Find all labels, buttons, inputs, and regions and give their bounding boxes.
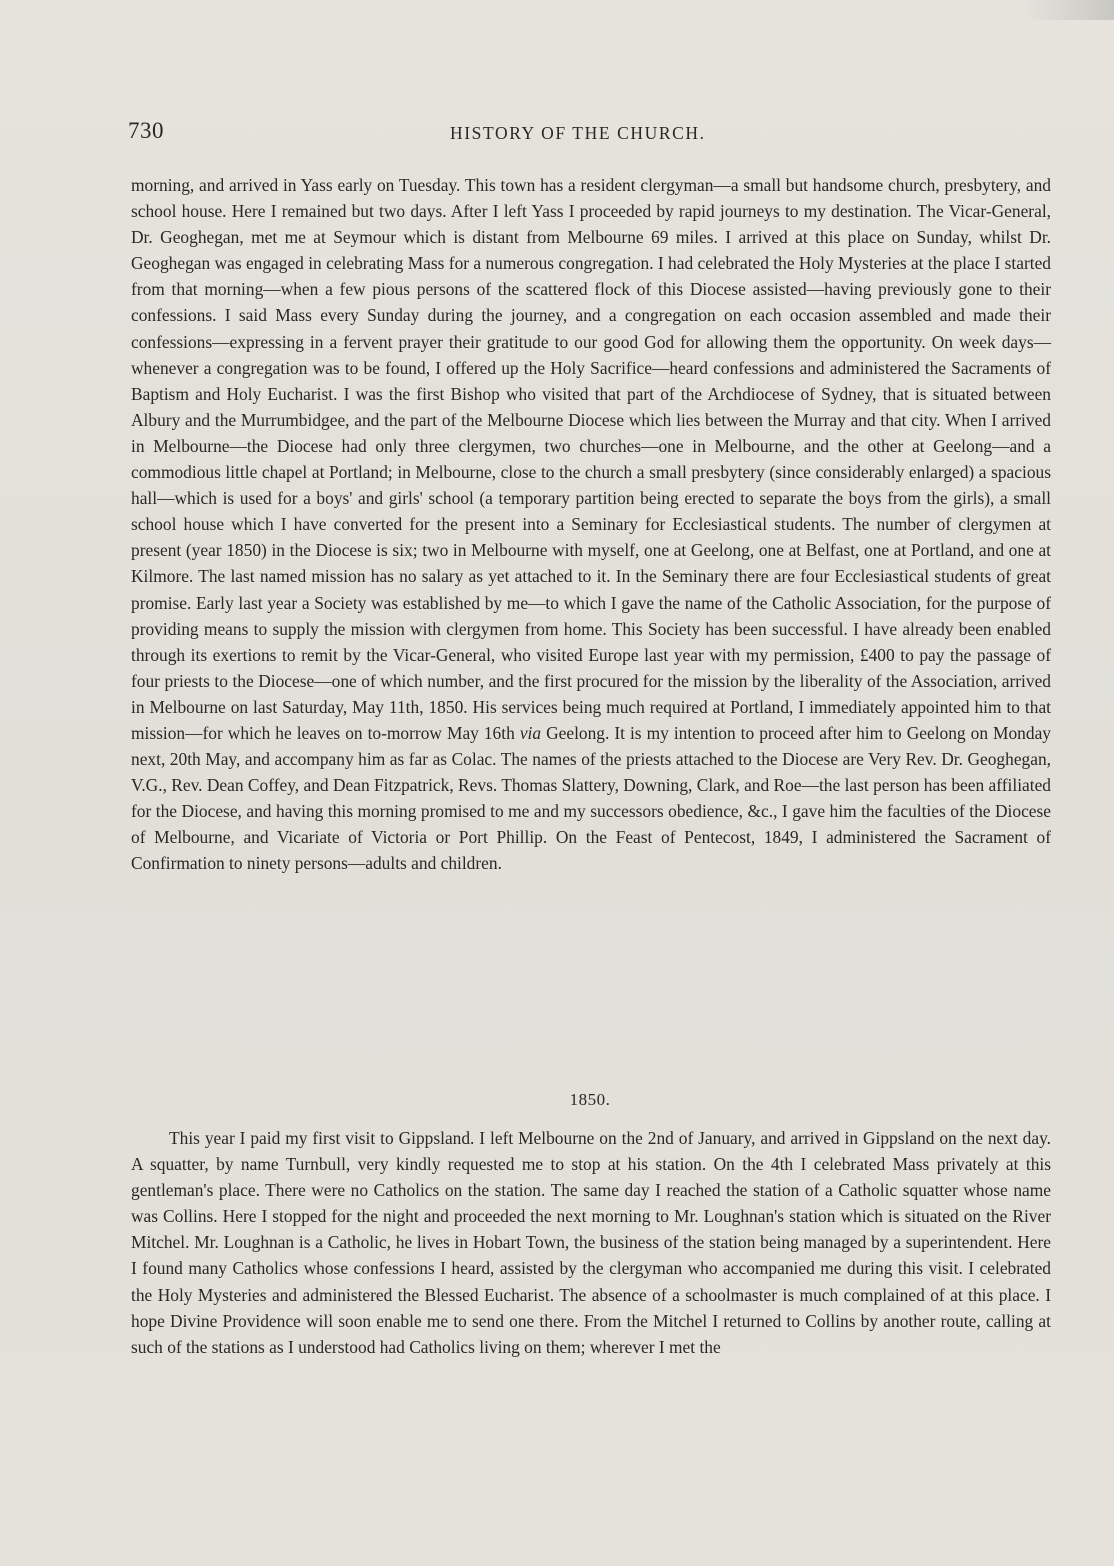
running-head: HISTORY OF THE CHURCH. xyxy=(450,123,706,143)
section-heading-year: 1850. xyxy=(569,1090,611,1109)
paragraph-text xyxy=(131,172,1051,877)
paragraph-2-text: This year I paid my first visit to Gippsland. I left Melbourne on the 2nd of January, and arrived in Gippsland on the next day. A squatter, by name Turnbull, very kindly requested me to stop at his station. On the 4th I celebrated Mass privately at this gentleman's place. There were no Catholics on the station. The same day I reached the station of a Catholic squatter whose name was Collins. Here I stopped for the night and proceeded the next morning to Mr. Loughnan's station which is situated on the River Mitchel. Mr. Loughnan is a Catholic, he lives in Hobart Town, the business of the station being managed by a superintendent. Here I found many Catholics whose confessions I heard, assisted by the clergyman who accompanied me during this visit. I celebrated the Holy Mysteries and administered the Blessed Eucharist. The absence of a schoolmaster is much complained of at this place. I hope Divine Providence will soon enable me to send one there. From the Mitchel I returned to Collins by another route, calling at such of the stations as I understood had Catholics living on them; wherever I met the xyxy=(131,1128,1051,1357)
body-paragraph-1 xyxy=(131,172,1051,877)
page-corner-shadow xyxy=(1024,0,1114,20)
paragraph-1-end: Geelong. It is my intention to proceed after him to Geelong on Monday next, 20th May, and accompany him as far as Colac. The names of the priests attached to the Diocese are Very Rev. Dr. Geoghegan, V.G., Rev. Dean Coffey, and Dean Fitzpatrick, Revs. Thomas Slattery, Downing, Clark, and Roe—the last person has been affiliated for the Diocese, and having this morning promised to me and my successors obedience, &c., I gave him the faculties of the Diocese of Melbourne, and Vicariate of Victoria or Port Phillip. On the Feast of Pentecost, 1849, I administered the Sacrament of Confirmation to ninety persons—adults and children. xyxy=(131,722,1051,874)
body-paragraph-2 xyxy=(131,1125,1051,1360)
page-number: 730 xyxy=(128,118,164,143)
paragraph-1-text: morning, and arrived in Yass early on Tuesday. This town has a resident clergyman—a small but handsome church, presbytery, and school house. Here I remained but two days. After I left Yass I proceeded by rapid journeys to my destination. The Vicar-General, Dr. Geoghegan, met me at Seymour which is distant from Melbourne 69 miles. I arrived at this place on Sunday, whilst Dr. Geoghegan was engaged in celebrating Mass for a numerous congregation. I had celebrated the Holy Mysteries at the place I started from that morning—when a few pious persons of the scattered flock of this Diocese assisted—having previously gone to their confessions. I said Mass every Sunday during the journey, and a congregation on each occasion assembled and made their confessions—expressing in a fervent prayer their gratitude to our good God for allowing them the opportunity. On week days—whenever a congregation was to be found, I offered up the Holy Sacrifice—heard confessions and administered the Sacraments of Baptism and Holy Eucharist. I was the first Bishop who visited that part of the Archdiocese of Sydney, that is situated between Albury and the Murrumbidgee, and the part of the Melbourne Diocese which lies between the Murray and that city. When I arrived in Melbourne—the Diocese had only three clergymen, two churches—one in Melbourne, and the other at Geelong—and a commodious little chapel at Portland; in Melbourne, close to the church a small presbytery (since considerably enlarged) a spacious hall—which is used for a boys' and girls' school (a temporary partition being erected to separate the boys from the girls), a small school house which I have converted for the present into a Seminary for Ecclesiastical students. The number of clergymen at present (year 1850) in the Diocese is six; two in Melbourne with myself, one at Geelong, one at Belfast, one at Portland, and one at Kilmore. The last named mission has no salary as yet attached to it. In the Seminary there are four Ecclesiastical students of great promise. Early last year a Society was established by me—to which I gave the name of the Catholic Association, for the purpose of providing means to supply the mission with clergymen from home. This Society has been successful. I have already been enabled through its exertions to remit by the Vicar-General, who visited Europe last year with my permission, £400 to pay the passage of four priests to the Diocese—one of which number, and the first procured for the mission by the liberality of the Association, arrived in Melbourne on last Saturday, May 11th, 1850. His services being much required at Portland, I immediately appointed him to that mission—for which he leaves on to-morrow May 16th xyxy=(131,175,1051,743)
italic-word: via xyxy=(519,722,542,743)
